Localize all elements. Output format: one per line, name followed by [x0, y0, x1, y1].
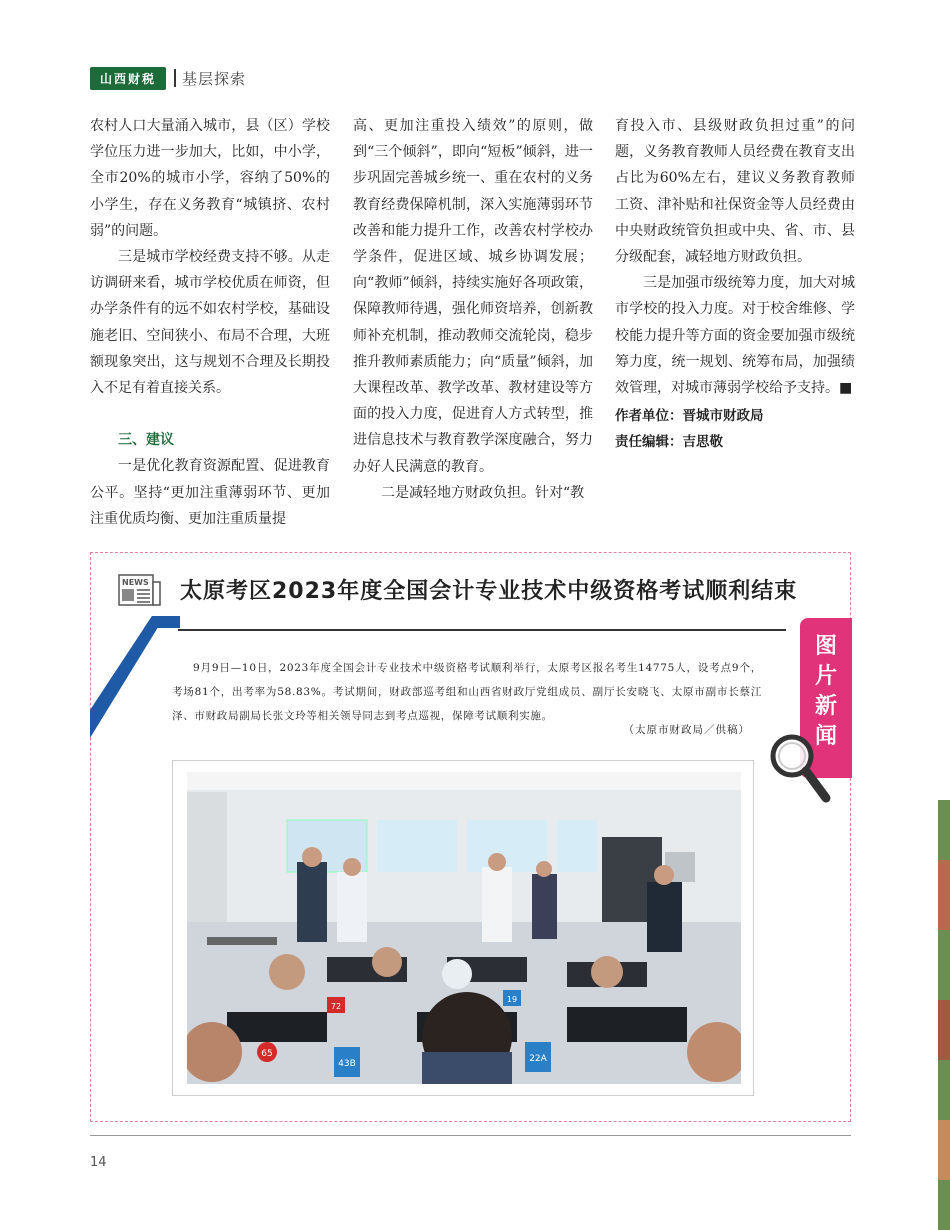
decorative-stripe [90, 610, 180, 740]
paragraph: 二是减轻地方财政负担。针对“教 [381, 484, 585, 501]
section-heading: 三、建议 [118, 432, 174, 449]
tag-char: 片 [814, 664, 837, 689]
paragraph: 三是城市学校经费支持不够。从走访调研来看，城市学校优质在师资，但办学条件有的远不如农村学校，基础设施老旧、空间狭小、布局不合理，大班额现象突出，这与规划不合理及长期投入不足有着直接关系。 [90, 249, 330, 397]
editor-credit: 责任编辑：吉思敬 [615, 434, 723, 451]
svg-text:NEWS: NEWS [122, 578, 149, 587]
paragraph: 育投入市、县级财政负担过重”的问题，义务教育教师人员经费在教育支出占比为60%左右，建议义务教育教师工资、津补贴和社保资金等人员经费由中央财政统管负担或中央、省、市、县分级配套，减轻地方财政负担。 [615, 118, 855, 266]
news-title: 太原考区2023年度全国会计专业技术中级资格考试顺利结束 [180, 579, 798, 604]
paragraph: 高、更加注重投入绩效”的原则，做到“三个倾斜”，即向“短板”倾斜，进一步巩固完善城乡统一、重在农村的义务教育经费保障机制，深入实施薄弱环节改善和能力提升工作，改善农村学校办学条件，促进区域、城乡协调发展；向“教师”倾斜，持续实施好各项政策，保障教师待遇，强化师资培养，创新教师补充机制，推动教师交流轮岗，稳步推升教师素质能力；向“质量”倾斜，加大课程改革、教学改革、教材建设等方面的投入力度，促进育人方式转型，推进信息技术与教育教学深度融合，努力办好人民满意的教育。 [353, 118, 593, 475]
magnifier-icon [768, 732, 834, 806]
adjacent-page-edge [938, 800, 950, 1230]
seat-label: 19 [506, 995, 518, 1004]
paragraph: 9月9日—10日，2023年度全国会计专业技术中级资格考试顺利举行，太原考区报名考生14775人，设考点9个，考场81个，出考率为58.83%。考试期间，财政部巡考组和山西省财政厅党组成员、副厅长安晓飞、太原市副市长蔡江泽、市财政局副局长张文玲等相关领导同志到考点巡视，保障考试顺利实施。 [172, 662, 762, 722]
magazine-logo: 山西财税 [90, 67, 166, 90]
header-divider [174, 69, 176, 87]
paragraph: 三是加强市级统筹力度，加大对城市学校的投入力度。对于校舍维修、学校能力提升等方面的资金要加强市级统筹力度，统一规划、统筹布局，加强绩效管理，对城市薄弱学校给予支持。■ [615, 275, 855, 397]
title-rule [178, 629, 786, 631]
tag-char: 闻 [814, 724, 837, 749]
page-number: 14 [90, 1155, 107, 1170]
article-column-2 [353, 113, 593, 506]
footer-rule [90, 1135, 851, 1136]
author-credit: 作者单位：晋城市财政局 [615, 408, 764, 425]
section-name: 基层探索 [182, 69, 247, 88]
seat-label: 22A [529, 1054, 547, 1064]
article-column-1 [90, 113, 330, 532]
exam-room-photo [187, 772, 741, 1084]
news-source: （太原市财政局／供稿） [623, 724, 750, 736]
page-header [90, 68, 246, 88]
newspaper-icon [118, 574, 162, 608]
seat-label: 43B [338, 1059, 356, 1069]
paragraph: 农村人口大量涌入城市，县（区）学校学位压力进一步加大，比如，中小学，全市20%的城市小学，容纳了50%的小学生，存在义务教育“城镇挤、农村弱”的问题。 [90, 118, 330, 239]
seat-label: 72 [330, 1002, 342, 1011]
tag-char: 图 [814, 634, 837, 659]
paragraph: 一是优化教育资源配置、促进教育公平。坚持“更加注重薄弱环节、更加注重优质均衡、更加注重质量提 [90, 458, 330, 527]
tag-char: 新 [814, 694, 837, 719]
news-body [172, 656, 762, 728]
seat-label: 65 [261, 1049, 273, 1059]
article-column-3 [615, 113, 855, 456]
